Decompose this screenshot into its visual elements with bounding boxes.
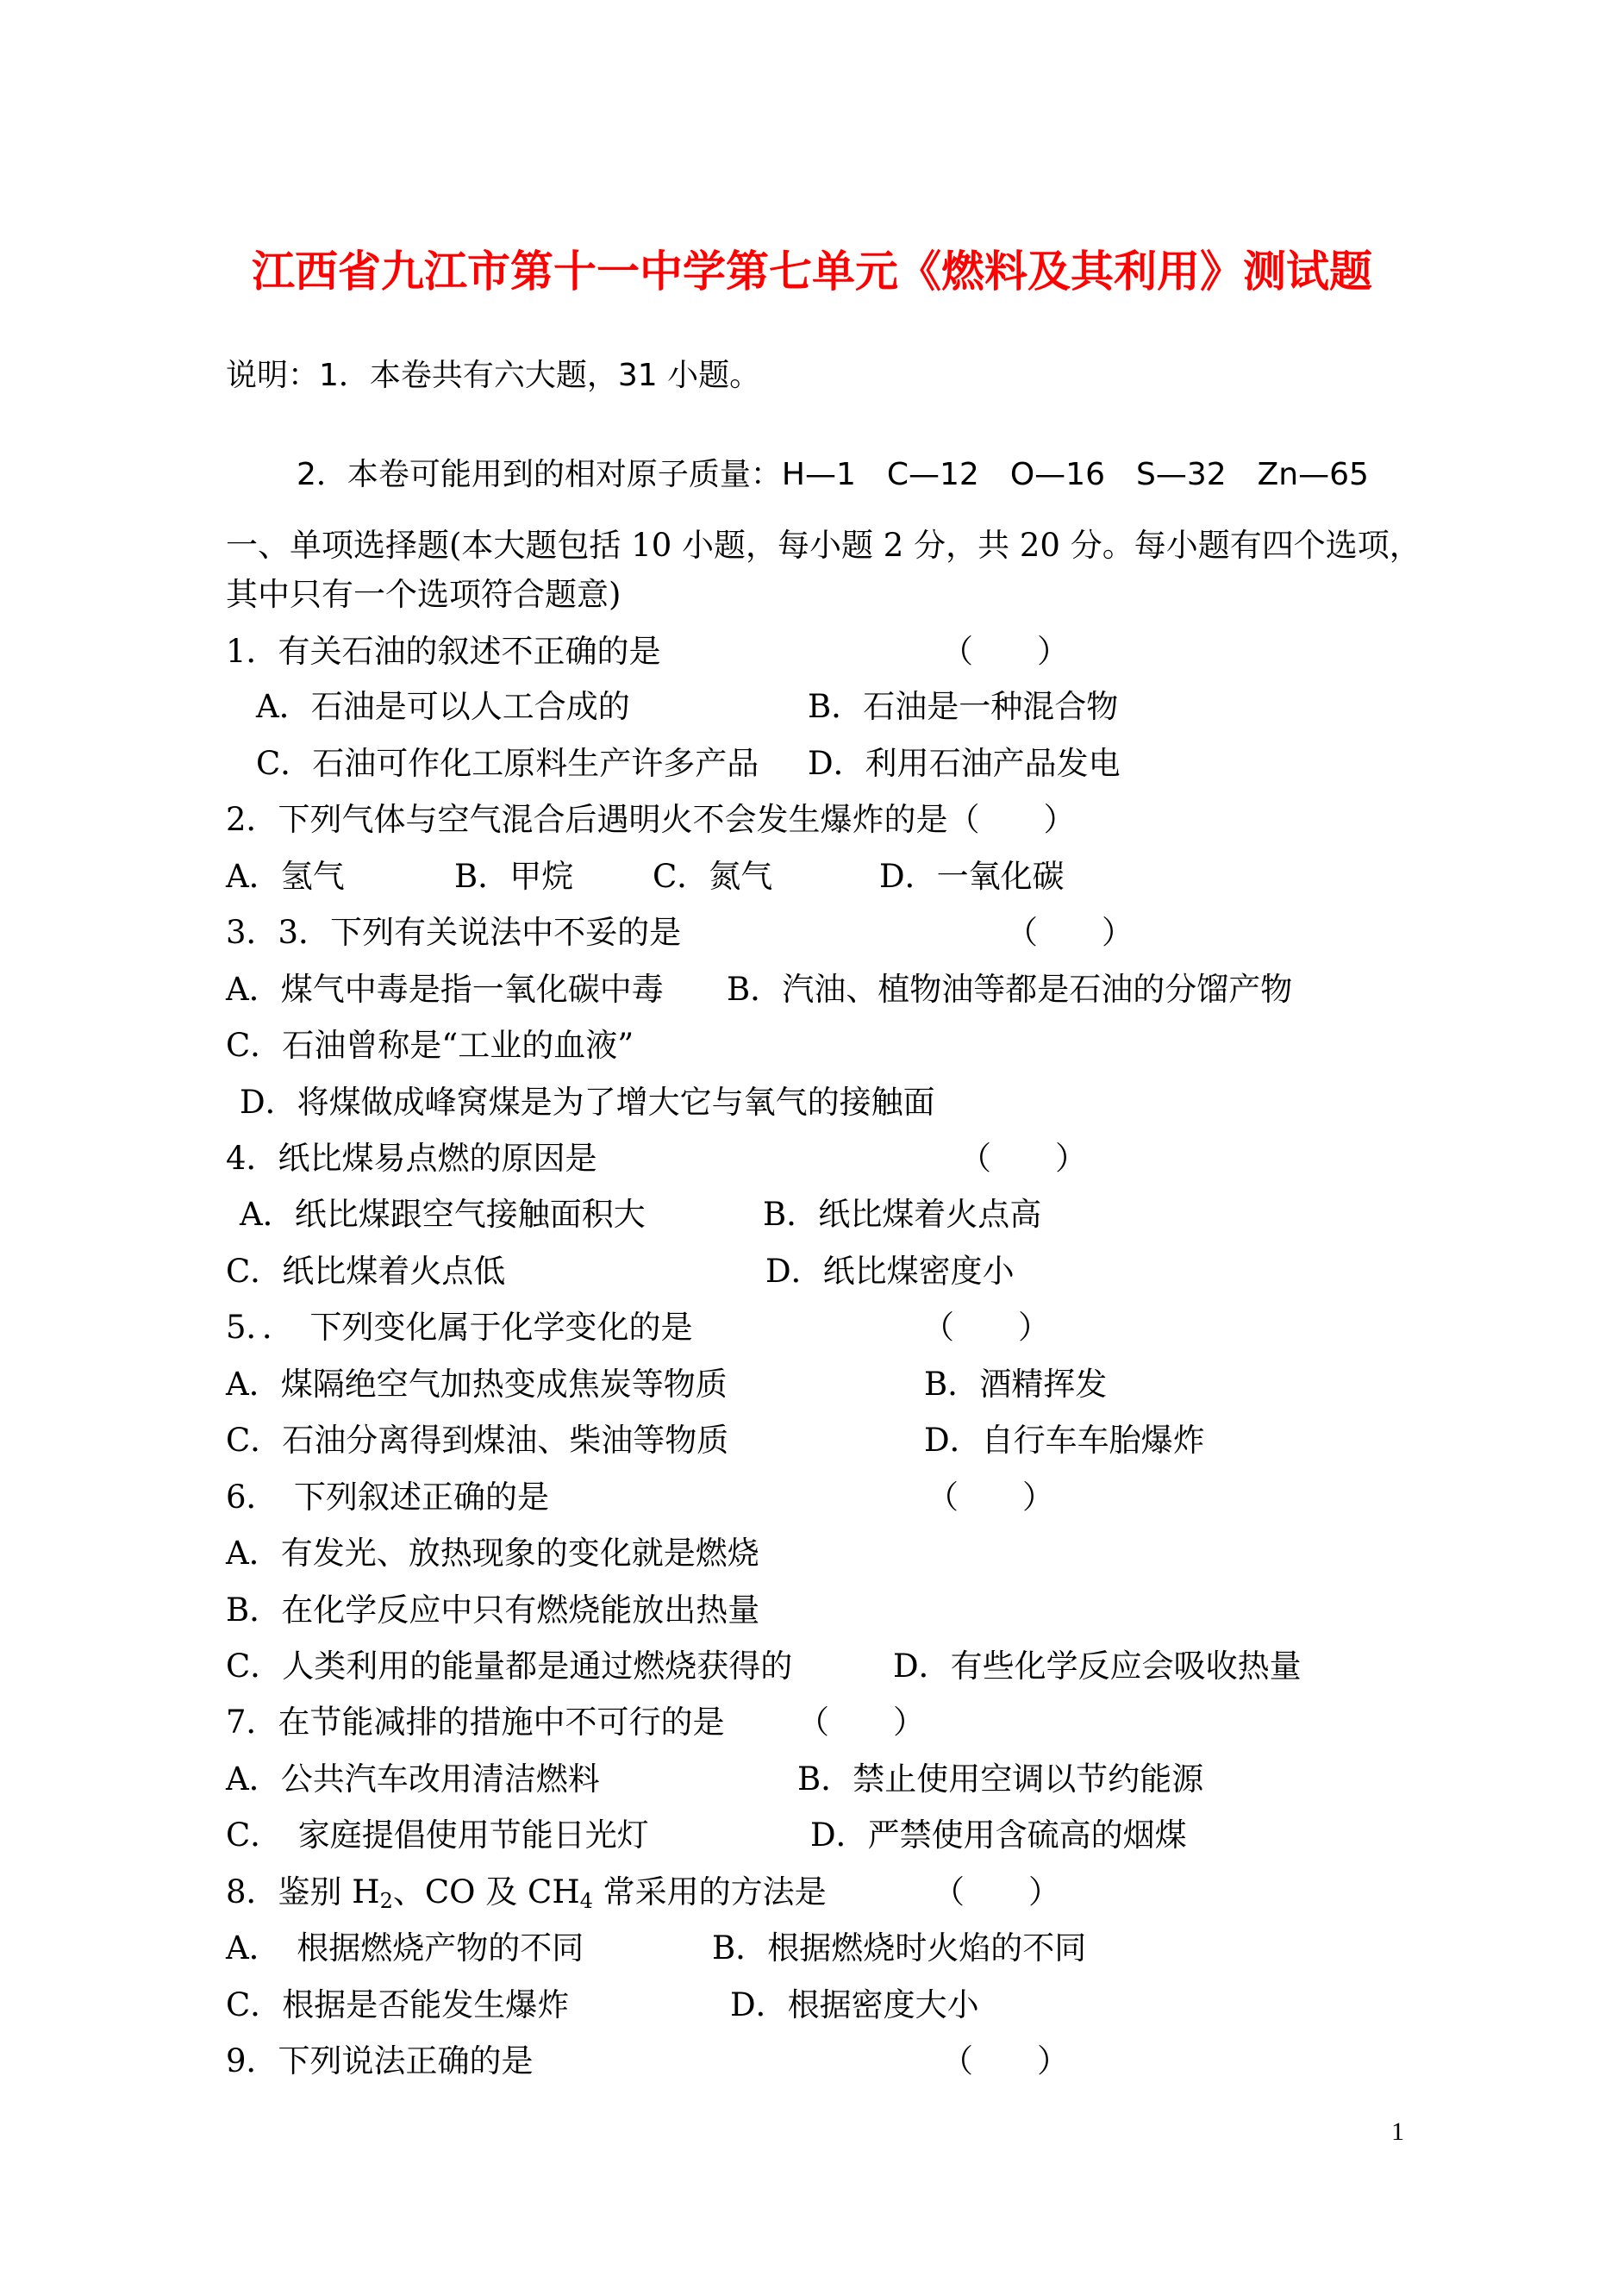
option-d: D．根据密度大小 [730, 1986, 979, 2023]
answer-paren: （ ） [1006, 914, 1134, 951]
answer-paren: （ ） [941, 2042, 1069, 2079]
option-d: D．自行车车胎爆炸 [924, 1422, 1205, 1459]
subscript-2: 2 [379, 1889, 393, 1913]
question-stem: 2．下列气体与空气混合后遇明火不会发生爆炸的是（ ） [226, 801, 1076, 838]
option-b: B．汽油、植物油等都是石油的分馏产物 [727, 971, 1293, 1008]
option-a: A． 根据燃烧产物的不同 [226, 1929, 584, 1967]
stem-mid: 、CO 及 CH [392, 1873, 580, 1910]
answer-paren: （ ） [941, 633, 1069, 670]
option-b: B．纸比煤着火点高 [763, 1196, 1042, 1233]
option-c: C． 家庭提倡使用节能日光灯 [226, 1817, 649, 1854]
subscript-4: 4 [579, 1889, 593, 1913]
option-a: A．石油是可以人工合成的 [256, 688, 630, 725]
option-a: A．煤隔绝空气加热变成焦炭等物质 [226, 1366, 728, 1403]
option-d: D．严禁使用含硫高的烟煤 [810, 1817, 1187, 1854]
option-a: A．煤气中毒是指一氧化碳中毒 [226, 971, 664, 1008]
question-stem [226, 1873, 827, 1913]
option-d: D．有些化学反应会吸收热量 [893, 1648, 1302, 1685]
section-heading-line-1: 一、单项选择题(本大题包括 10 小题，每小题 2 分，共 20 分。每小题有四个选项， [226, 527, 1421, 564]
note-1: 说明：1．本卷共有六大题，31 小题。 [226, 358, 761, 393]
option-d: D．一氧化碳 [879, 858, 1065, 895]
option-d: D．将煤做成峰窝煤是为了增大它与氧气的接触面 [240, 1084, 935, 1121]
option-d: D．利用石油产品发电 [808, 745, 1121, 782]
option-b: B．根据燃烧时火焰的不同 [712, 1929, 1087, 1967]
question-stem: 3．3．下列有关说法中不妥的是 [226, 914, 682, 951]
question-stem: 9．下列说法正确的是 [226, 2042, 534, 2079]
question-stem: 6． 下列叙述正确的是 [226, 1479, 550, 1516]
question-stem: 5．． 下列变化属于化学变化的是 [226, 1309, 693, 1346]
answer-paren: （ ） [927, 1479, 1054, 1516]
option-c: C．纸比煤着火点低 [226, 1253, 506, 1290]
option-a: A．氢气 [226, 858, 345, 895]
note-2: 2．本卷可能用到的相对原子质量：H—1 C—12 O—16 S—32 Zn—65 [297, 457, 1369, 492]
answer-paren: （ ） [922, 1309, 1050, 1346]
option-b: B．石油是一种混合物 [808, 688, 1119, 725]
exam-title: 江西省九江市第十一中学第七单元《燃料及其利用》测试题 [252, 246, 1372, 297]
option-c: C．人类利用的能量都是通过燃烧获得的 [226, 1648, 793, 1685]
option-d: D．纸比煤密度小 [765, 1253, 1015, 1290]
option-a: A．纸比煤跟空气接触面积大 [240, 1196, 646, 1233]
option-c: C．石油可作化工原料生产许多产品 [256, 745, 759, 782]
section-heading-line-2: 其中只有一个选项符合题意) [226, 576, 621, 613]
question-stem: 7．在节能减排的措施中不可行的是 [226, 1704, 725, 1741]
option-b: B．酒精挥发 [924, 1366, 1108, 1403]
question-stem: 1．有关石油的叙述不正确的是 [226, 633, 661, 670]
option-c: C．石油分离得到煤油、柴油等物质 [226, 1422, 729, 1459]
question-stem: 4．纸比煤易点燃的原因是 [226, 1140, 597, 1177]
option-c: C．根据是否能发生爆炸 [226, 1986, 570, 2023]
answer-paren: （ ） [797, 1704, 925, 1741]
option-b: B．禁止使用空调以节约能源 [797, 1760, 1204, 1798]
answer-paren: （ ） [959, 1140, 1087, 1177]
page-number: 1 [1391, 2117, 1404, 2146]
answer-paren: （ ） [933, 1873, 1060, 1910]
stem-suffix: 常采用的方法是 [592, 1873, 827, 1910]
option-c: C．氮气 [653, 858, 773, 895]
option-a: A．公共汽车改用清洁燃料 [226, 1760, 600, 1798]
option-c: C．石油曾称是“工业的血液” [226, 1027, 634, 1064]
option-a: A．有发光、放热现象的变化就是燃烧 [226, 1535, 759, 1572]
option-b: B．甲烷 [454, 858, 574, 895]
option-b: B．在化学反应中只有燃烧能放出热量 [226, 1591, 760, 1629]
stem-prefix: 8．鉴别 H [226, 1873, 380, 1910]
